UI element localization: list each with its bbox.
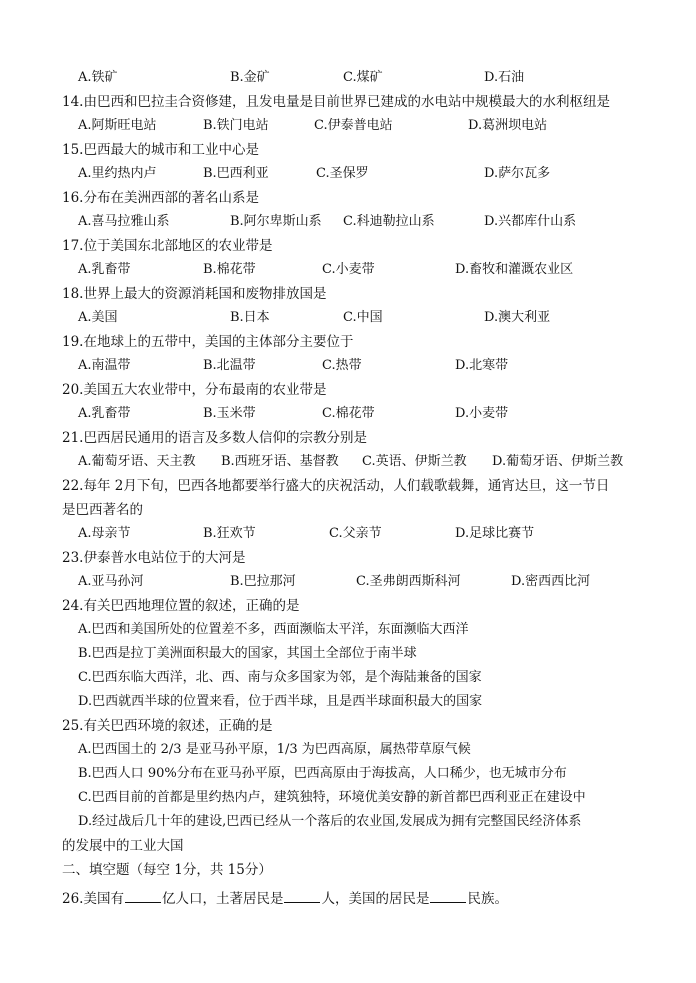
q25-option-b: B.巴西人口 90%分布在亚马孙平原，巴西高原由于海拔高，人口稀少，也无城市分布: [78, 766, 567, 781]
q26-text-4: 民族。: [467, 891, 508, 907]
q24-option-c: C.巴西东临大西洋，北、西、南与众多国家为邻，是个海陆兼备的国家: [78, 670, 482, 685]
q15-option-b: B.巴西利亚: [203, 166, 269, 181]
q19-option-b: B.北温带: [203, 358, 256, 373]
q24-option-b: B.巴西是拉丁美洲面积最大的国家，其国土全部位于南半球: [78, 646, 417, 661]
q24-stem: 24.有关巴西地理位置的叙述，正确的是: [62, 598, 300, 614]
section-heading-fill-in: 二、填空题（每空 1分，共 15分）: [62, 862, 272, 878]
q17-option-b: B.棉花带: [203, 262, 256, 277]
q26-text-2: 亿人口，土著居民是: [161, 891, 284, 907]
q21-option-b: B.西班牙语、基督教: [221, 454, 339, 469]
q23-option-a: A.亚马孙河: [78, 574, 144, 589]
q22-stem: 22.每年 2月下旬，巴西各地都要举行盛大的庆祝活动，人们载歌载舞，通宵达旦，这一节日: [62, 478, 610, 494]
q20-option-a: A.乳畜带: [78, 406, 131, 421]
q14-stem: 14.由巴西和巴拉圭合资修建，且发电量是目前世界已建成的水电站中规模最大的水利枢纽是: [62, 94, 610, 110]
q25-stem: 25.有关巴西环境的叙述，正确的是: [62, 718, 273, 734]
q19-option-a: A.南温带: [78, 358, 131, 373]
q19-option-c: C.热带: [322, 358, 362, 373]
q14-option-b: B.铁门电站: [203, 118, 269, 133]
q25-option-d: D.经过战后几十年的建设,巴西已经从一个落后的农业国,发展成为拥有完整国民经济体系: [78, 814, 582, 829]
q18-option-d: D.澳大利亚: [484, 310, 551, 325]
q26-blank-1[interactable]: [125, 888, 161, 903]
q24-option-d: D.巴西就西半球的位置来看，位于西半球，且是西半球面积最大的国家: [78, 694, 483, 709]
q22-option-b: B.狂欢节: [203, 526, 256, 541]
q25-option-a: A.巴西国土的 2/3 是亚马孙平原，1/3 为巴西高原，属热带草原气候: [78, 742, 471, 757]
q22-option-a: A.母亲节: [78, 526, 131, 541]
q15-stem: 15.巴西最大的城市和工业中心是: [62, 142, 259, 158]
q16-option-c: C.科迪勒拉山系: [343, 214, 435, 229]
q16-stem: 16.分布在美洲西部的著名山系是: [62, 190, 259, 206]
q23-option-d: D.密西西比河: [511, 574, 591, 589]
q18-option-b: B.日本: [230, 310, 270, 325]
q21-stem: 21.巴西居民通用的语言及多数人信仰的宗教分别是: [62, 430, 367, 446]
q26-blank-3[interactable]: [430, 888, 466, 903]
q14-option-d: D.葛洲坝电站: [468, 118, 548, 133]
q21-option-c: C.英语、伊斯兰教: [362, 454, 467, 469]
q15-option-a: A.里约热内卢: [78, 166, 157, 181]
q20-stem: 20.美国五大农业带中，分布最南的农业带是: [62, 382, 327, 398]
q23-stem: 23.伊泰普水电站位于的大河是: [62, 550, 246, 566]
q25-option-c: C.巴西目前的首都是里约热内卢，建筑独特，环境优美安静的新首都巴西利亚正在建设中: [78, 790, 586, 805]
q16-option-b: B.阿尔卑斯山系: [230, 214, 322, 229]
q24-option-a: A.巴西和美国所处的位置差不多，西面濒临太平洋，东面濒临大西洋: [78, 622, 469, 637]
q15-option-c: C.圣保罗: [316, 166, 369, 181]
q13-option-b: B.金矿: [230, 70, 270, 85]
q16-option-d: D.兴都库什山系: [484, 214, 577, 229]
q22-stem-cont: 是巴西著名的: [62, 502, 143, 518]
q20-option-b: B.玉米带: [203, 406, 256, 421]
q20-option-d: D.小麦带: [455, 406, 509, 421]
q22-option-c: C.父亲节: [329, 526, 382, 541]
q26-text-3: 人，美国的居民是: [321, 891, 430, 907]
q26-blank-2[interactable]: [284, 888, 320, 903]
q20-option-c: C.棉花带: [322, 406, 375, 421]
q26-stem: [62, 888, 508, 908]
q22-option-d: D.足球比赛节: [455, 526, 535, 541]
q15-option-d: D.萨尔瓦多: [484, 166, 551, 181]
q19-option-d: D.北寒带: [455, 358, 509, 373]
q13-option-d: D.石油: [484, 70, 525, 85]
q16-option-a: A.喜马拉雅山系: [78, 214, 170, 229]
q17-option-a: A.乳畜带: [78, 262, 131, 277]
q17-option-d: D.畜牧和灌溉农业区: [455, 262, 574, 277]
q18-option-a: A.美国: [78, 310, 118, 325]
q14-option-a: A.阿斯旺电站: [78, 118, 157, 133]
q19-stem: 19.在地球上的五带中，美国的主体部分主要位于: [62, 334, 354, 350]
q17-option-c: C.小麦带: [322, 262, 375, 277]
q23-option-b: B.巴拉那河: [230, 574, 296, 589]
q26-text-1: 26.美国有: [62, 891, 124, 907]
q13-option-c: C.煤矿: [343, 70, 383, 85]
q18-option-c: C.中国: [343, 310, 383, 325]
q23-option-c: C.圣弗朗西斯科河: [356, 574, 461, 589]
q21-option-d: D.葡萄牙语、伊斯兰教: [492, 454, 624, 469]
q25-option-d-cont: 的发展中的工业大国: [62, 838, 184, 854]
q18-stem: 18.世界上最大的资源消耗国和废物排放国是: [62, 286, 327, 302]
q13-option-a: A.铁矿: [78, 70, 118, 85]
q17-stem: 17.位于美国东北部地区的农业带是: [62, 238, 273, 254]
q14-option-c: C.伊泰普电站: [314, 118, 393, 133]
q21-option-a: A.葡萄牙语、天主教: [78, 454, 196, 469]
